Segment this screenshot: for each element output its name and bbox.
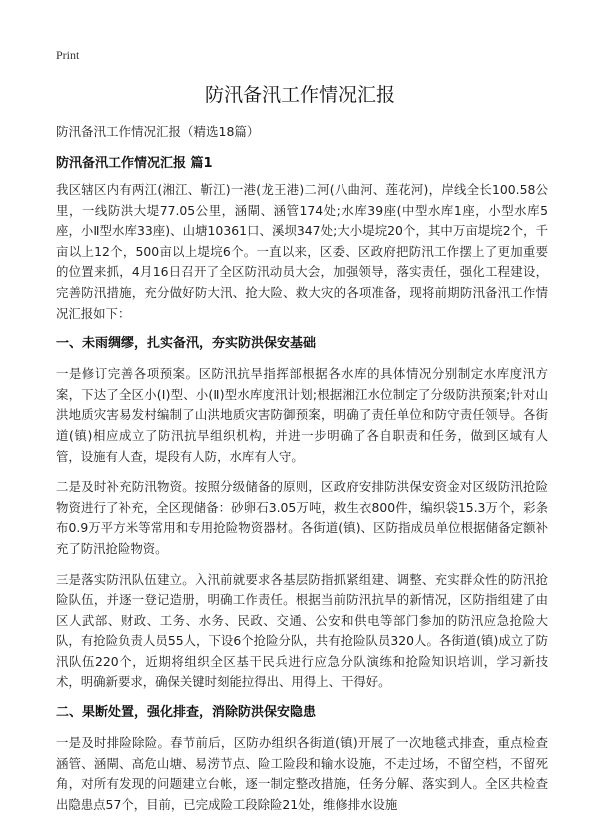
document-title: 防汛备汛工作情况汇报 — [204, 84, 395, 106]
section-heading-2: 二、果断处置，强化排查，消除防洪保安隐患 — [56, 705, 317, 721]
section2-paragraph-1: 一是及时排险除险。春节前后，区防办组织各街道(镇)开展了一次地毯式排查，重点检查涵管、涵閘、高危山塘、易涝节点、险工险段和输水设施，不走过场，不留空档，不留死角，对所有发现的问题建立台帐，逐一制定整改措施，任务分解、落实到人。全区共检查出隐患点57个，目前，已完成险工段除险21处，维修排水设施 — [56, 735, 548, 812]
document-subtitle: 防汛备汛工作情况汇报（精选18篇） — [56, 124, 260, 139]
section-heading-1: 一、未雨绸缪，扎实备汛，夯实防洪保安基础 — [56, 336, 317, 352]
section1-paragraph-1: 一是修订完善各项预案。区防汛抗旱指挥部根据各水库的具体情况分别制定水库度汛方案，下达了全区小(Ⅰ)型、小(Ⅱ)型水库度汛计划;根据湘江水位制定了分级防洪预案;针对山洪地质灾害易发村编制了山洪地质灾害防御预案，明确了责任单位和防守责任领导。各街道(镇)相应成立了防汛抗旱组织机构，并进一步明确了各自职责和任务，做到区域有人管，设施有人查，堤段有人防，水库有人守。 — [56, 366, 548, 464]
print-link[interactable]: Print — [56, 48, 80, 62]
section1-paragraph-3: 三是落实防汛队伍建立。入汛前就要求各基层防指抓紧组建、调整、充实群众性的防汛抢险队伍，并逐一登记造册，明确工作责任。根据当前防汛抗旱的新情况，区防指组建了由区人武部、财政、工务、水务、民政、交通、公安和供电等部门参加的防汛应急抢险大队，有抢险负责人员55人，下设6个抢险分队，共有抢险队员320人。各街道(镇)成立了防汛队伍220个，近期将组织全区基干民兵进行应急分队演练和抢险知识培训，学习新技术，明确新要求，确保关键时刻能拉得出、用得上、干得好。 — [56, 571, 548, 690]
section1-paragraph-2: 二是及时补充防汛物资。按照分级储备的原则，区政府安排防洪保安资金对区级防汛抢险物资进行了补充，全区现储备：砂卵石3.05万吨，救生衣800件，编织袋15.3万个，彩条布0.9万平方米等常用和专用抢险物资器材。各街道(镇)、区防指成员单位根据储备定额补充了防汛抢险物资。 — [56, 479, 548, 556]
intro-paragraph: 我区辖区内有两江(湘江、靳江)一港(龙王港)二河(八曲河、莲花河)，岸线全长100.58公里，一线防洪大堤77.05公里，涵閘、涵管174处;水库39座(中型水库1座，小型水库5座，小Ⅱ型水库33座)、山塘10361口、溪坝347处;大小堤垸20个，其中万亩堤垸2个，千亩以上12个，500亩以上堤垸6个。一直以来，区委、区政府把防汛工作摆上了更加重要的位置来抓，4月16日召开了全区防汛动员大会，加强领导，落实责任，强化工程建设，完善防汛措施，充分做好防大汛、抢大险、救大灾的各项准备，现将前期防汛备汛工作情况汇报如下： — [56, 182, 548, 321]
document-body — [56, 180, 548, 825]
chapter-heading: 防汛备汛工作情况汇报 篇1 — [56, 156, 213, 171]
